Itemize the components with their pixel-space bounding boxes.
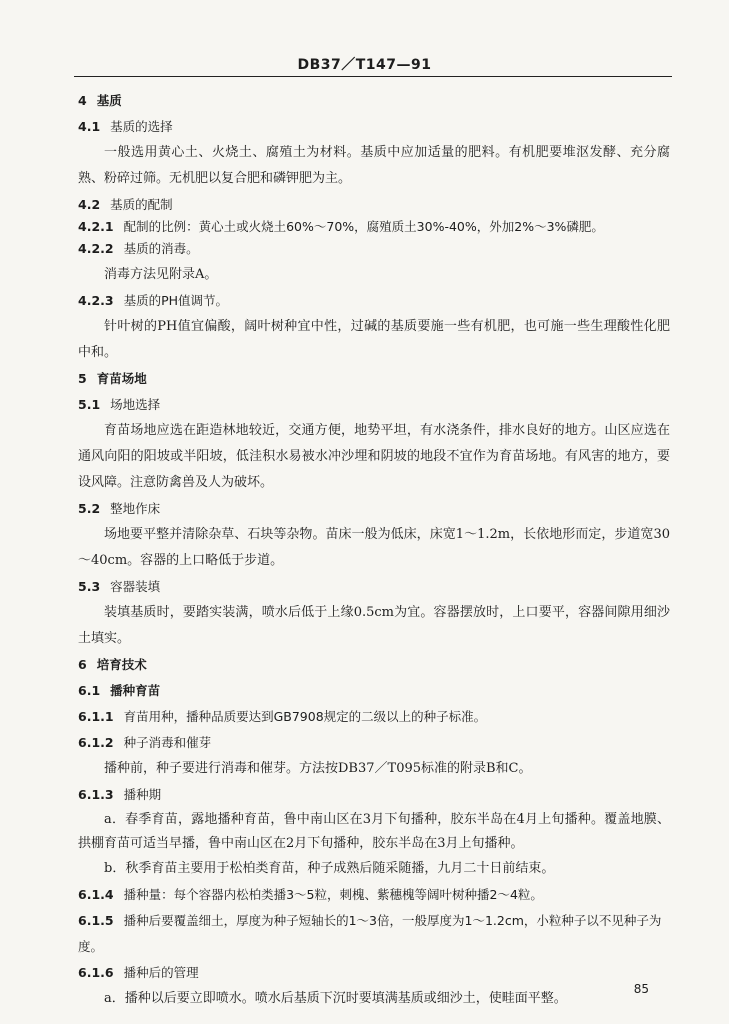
section-number: 4.2.2	[78, 241, 114, 256]
section-number: 6.1.2	[78, 735, 114, 750]
section-number: 6.1.1	[78, 709, 114, 724]
paragraph: 播种前，种子要进行消毒和催芽。方法按DB37／T095标准的附录B和C。	[104, 761, 532, 776]
paragraph: 针叶树的PH值宜偏酸，阔叶树种宜中性，过碱的基质要施一些有机肥，也可施一些生理酸性化肥中和。	[78, 319, 670, 360]
section-title: 基质的消毒。	[123, 241, 199, 256]
section-title: 基质的PH值调节。	[123, 293, 229, 308]
section-number: 4.2	[78, 197, 101, 212]
section-title: 种子消毒和催芽	[123, 735, 212, 750]
section-title: 育苗场地	[96, 371, 147, 386]
section-heading	[78, 240, 670, 258]
section-number: 5.3	[78, 579, 101, 594]
section-title: 播种后要覆盖细土，厚度为种子短轴长的1～3倍，一般厚度为1～1.2cm，小粒种子以不见种子为度。	[78, 913, 662, 954]
section-number: 6	[78, 657, 87, 672]
section-title: 场地选择	[110, 397, 161, 412]
paragraph: 装填基质时，要踏实装满，喷水后低于上缘0.5cm为宜。容器摆放时，上口要平，容器间隙用细沙土填实。	[78, 605, 670, 646]
section-heading	[78, 882, 670, 908]
section-number: 4.2.1	[78, 219, 114, 234]
paragraph: 场地要平整并清除杂草、石块等杂物。苗床一般为低床，床宽1～1.2m，长依地形而定，步道宽30～40cm。容器的上口略低于步道。	[78, 527, 670, 568]
section-title: 播种育苗	[110, 683, 161, 698]
section-number: 6.1.4	[78, 887, 114, 902]
section-title: 容器装填	[110, 579, 161, 594]
paragraph: a．春季育苗，露地播种育苗，鲁中南山区在3月下旬播种，胶东半岛在4月上旬播种。覆盖地膜、拱棚育苗可适当早播，鲁中南山区在2月下旬播种，胶东半岛在3月上旬播种。	[78, 812, 670, 851]
paragraph: a．播种以后要立即喷水。喷水后基质下沉时要填满基质或细沙土，使畦面平整。	[104, 991, 567, 1006]
section-heading	[78, 574, 670, 600]
section-heading	[78, 704, 670, 730]
document-body	[78, 88, 670, 1012]
section-number: 6.1.5	[78, 913, 114, 928]
section-heading	[78, 960, 670, 986]
paragraph: 育苗场地应选在距造林地较近，交通方便，地势平坦，有水浇条件，排水良好的地方。山区应选在通风向阳的阳坡或半阳坡，低洼积水易被水冲沙埋和阴坡的地段不宜作为育苗场地。有风害的地方，要设风障。注意防禽兽及人为破坏。	[78, 423, 670, 490]
section-number: 6.1.3	[78, 787, 114, 802]
paragraph: 消毒方法见附录A。	[104, 267, 218, 282]
header-rule	[74, 76, 672, 77]
section-number: 4.1	[78, 119, 101, 134]
section-number: 4	[78, 93, 87, 108]
section-title: 培育技术	[96, 657, 147, 672]
section-number: 6.1.6	[78, 965, 114, 980]
section-heading	[78, 114, 670, 140]
section-title: 基质	[96, 93, 122, 108]
section-heading	[78, 678, 670, 704]
section-heading	[78, 392, 670, 418]
paragraph: 一般选用黄心土、火烧土、腐殖土为材料。基质中应加适量的肥料。有机肥要堆沤发酵、充分腐熟、粉碎过筛。无机肥以复合肥和磷钾肥为主。	[78, 145, 670, 186]
section-heading	[78, 782, 670, 808]
paragraph: b．秋季育苗主要用于松柏类育苗，种子成熟后随采随播，九月二十日前结束。	[104, 861, 555, 876]
section-number: 4.2.3	[78, 293, 114, 308]
section-heading	[78, 88, 670, 114]
section-title: 播种量：每个容器内松柏类播3～5粒，刺槐、紫穗槐等阔叶树种播2～4粒。	[123, 887, 543, 902]
section-number: 5.2	[78, 501, 101, 516]
section-heading	[78, 908, 670, 960]
page-number: 85	[633, 982, 649, 996]
section-title: 基质的配制	[110, 197, 173, 212]
section-number: 5	[78, 371, 87, 386]
section-title: 播种后的管理	[123, 965, 199, 980]
section-number: 5.1	[78, 397, 101, 412]
section-heading	[78, 730, 670, 756]
section-heading	[78, 288, 670, 314]
section-title: 整地作床	[110, 501, 161, 516]
section-heading	[78, 218, 670, 236]
section-heading	[78, 366, 670, 392]
section-heading	[78, 192, 670, 218]
section-heading	[78, 652, 670, 678]
section-heading	[78, 496, 670, 522]
section-title: 配制的比例：黄心土或火烧土60%～70%，腐殖质土30%-40%，外加2%～3%磷肥。	[123, 219, 604, 234]
section-number: 6.1	[78, 683, 101, 698]
section-title: 育苗用种，播种品质要达到GB7908规定的二级以上的种子标准。	[123, 709, 487, 724]
section-title: 基质的选择	[110, 119, 173, 134]
section-title: 播种期	[123, 787, 162, 802]
running-header: DB37／T147—91	[297, 57, 432, 73]
